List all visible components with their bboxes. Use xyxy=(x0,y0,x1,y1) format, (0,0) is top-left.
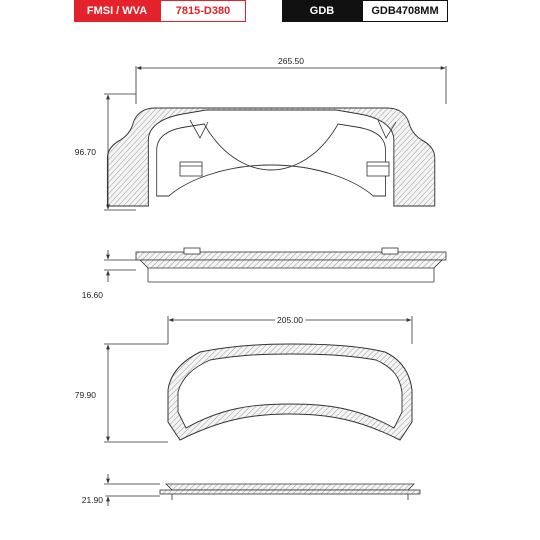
top-height-label: 96.70 xyxy=(74,147,96,157)
top-friction-surface xyxy=(157,124,386,196)
bottom-thickness-label: 21.90 xyxy=(81,495,103,505)
top-pad-view xyxy=(107,108,434,206)
gdb-label: GDB xyxy=(282,0,362,22)
top-width-dimension xyxy=(136,66,446,104)
fmsi-wva-number: 7815-D380 xyxy=(160,0,246,22)
top-width-label: 265.50 xyxy=(278,56,304,66)
fmsi-wva-label: FMSI / WVA xyxy=(74,0,160,22)
bottom-height-label: 79.90 xyxy=(74,390,96,400)
top-thickness-label: 16.60 xyxy=(81,290,103,300)
top-pad-side-view xyxy=(136,248,446,282)
gdb-number: GDB4708MM xyxy=(362,0,448,22)
bottom-height-dimension xyxy=(104,344,168,442)
bottom-pad-side-view xyxy=(160,484,420,500)
top-thickness-dimension xyxy=(104,250,136,282)
bottom-thickness-dimension xyxy=(104,474,160,506)
bottom-width-label: 205.00 xyxy=(277,315,303,325)
bottom-pad-view xyxy=(168,344,412,440)
